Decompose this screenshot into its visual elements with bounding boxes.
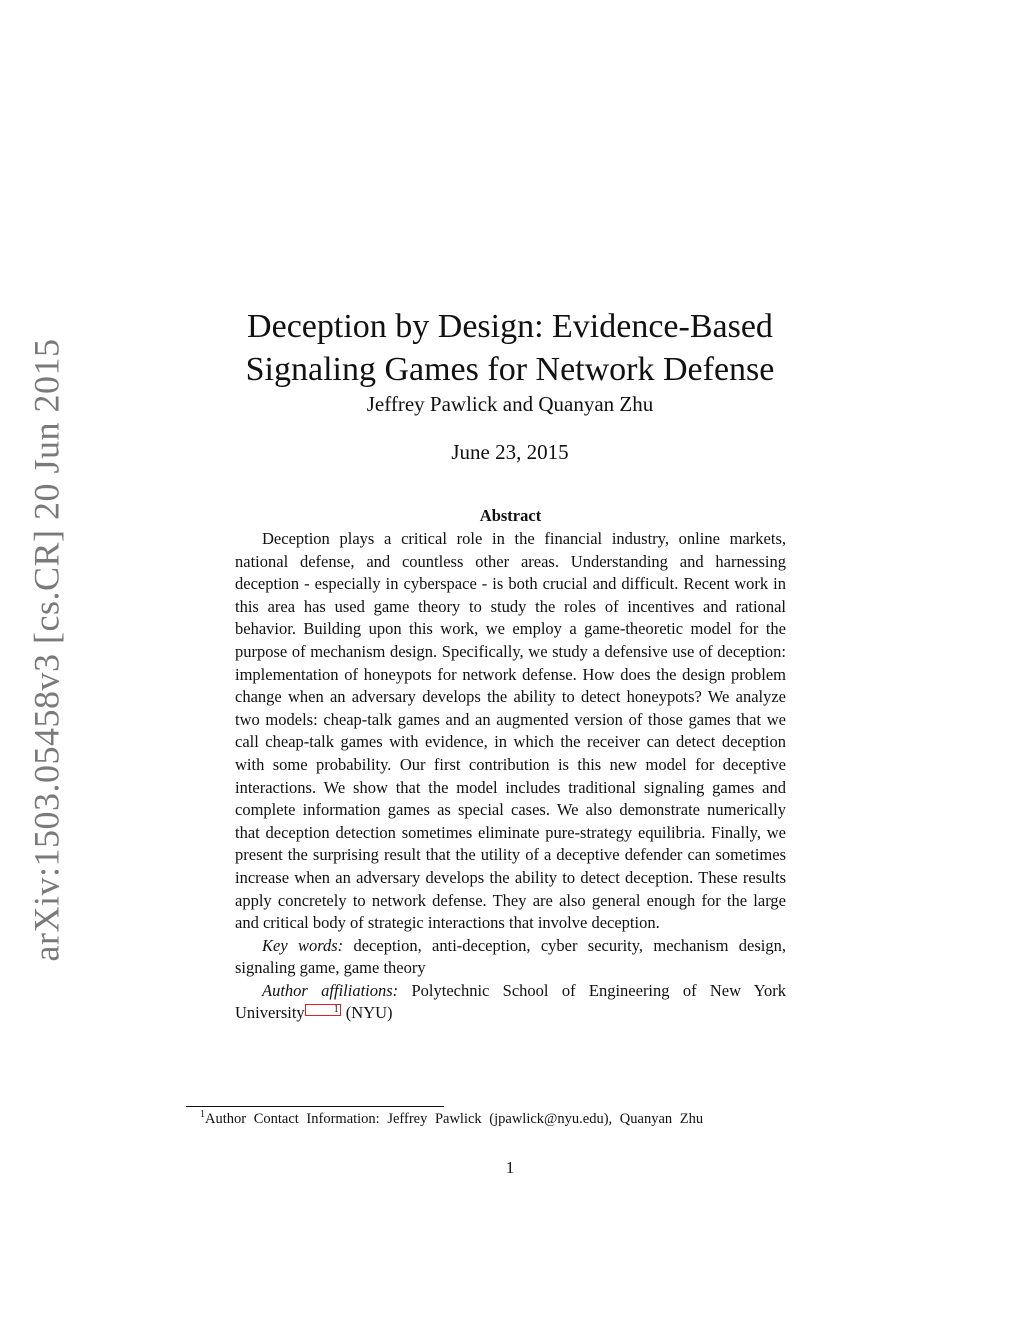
authors: Jeffrey Pawlick and Quanyan Zhu bbox=[366, 392, 654, 416]
title-line-1: Deception by Design: Evidence-Based bbox=[247, 307, 773, 345]
keywords-label: Key words: bbox=[262, 935, 344, 955]
affiliations-text: Polytechnic School of Engineering of New York University bbox=[235, 980, 786, 1023]
keywords bbox=[235, 935, 786, 980]
keywords-text: deception, anti-deception, cyber security, mechanism design, signaling game, game theory bbox=[235, 935, 786, 978]
footnote-text: Author Contact Information: Jeffrey Pawlick (jpawlick@nyu.edu), Quanyan Zhu bbox=[205, 1110, 704, 1127]
arxiv-stamp bbox=[16, 338, 76, 962]
arxiv-stamp-text: arXiv:1503.05458v3 [cs.CR] 20 Jun 2015 bbox=[26, 338, 66, 962]
footnote-marker: 1 bbox=[200, 1109, 205, 1120]
abstract bbox=[235, 528, 786, 1025]
paper-title bbox=[200, 305, 820, 391]
footnote bbox=[200, 1109, 850, 1128]
affiliations-label: Author affiliations: bbox=[262, 980, 399, 1000]
date: June 23, 2015 bbox=[451, 440, 569, 464]
abstract-body: Deception plays a critical role in the financial industry, online markets, national defense, and countless other areas. Understanding and harnessing deception - especially in cyberspace - is both crucial and difficult. Recent work in this area has used game theory to study the roles of incentives and rational behavior. Building upon this work, we employ a game-theoretic model for the purpose of mechanism design. Specifically, we study a defensive use of deception: implementation of honeypots for network defense. How does the design problem change when an adversary develops the ability to detect honeypots? We analyze two models: cheap-talk games and an augmented version of those games that we call cheap-talk games with evidence, in which the receiver can detect deception with some probability. Our first contribution is this new model for deceptive interactions. We show that the model includes traditional signaling games and complete information games as special cases. We also demonstrate numerically that deception detection sometimes eliminate pure-strategy equilibria. Finally, we present the surprising result that the utility of a deceptive defender can sometimes increase when an adversary develops the ability to detect deception. These results apply concretely to network defense. They are also general enough for the large and critical body of strategic interactions that involve deception. bbox=[235, 529, 786, 933]
affiliations-tail: (NYU) bbox=[345, 1003, 393, 1023]
abstract-heading: Abstract bbox=[479, 506, 542, 525]
footnote-divider bbox=[186, 1106, 444, 1107]
title-line-2: Signaling Games for Network Defense bbox=[245, 350, 775, 388]
page-number: 1 bbox=[505, 1158, 515, 1177]
footnote-reference-link[interactable]: 1 bbox=[305, 1004, 341, 1016]
affiliations bbox=[235, 980, 786, 1025]
